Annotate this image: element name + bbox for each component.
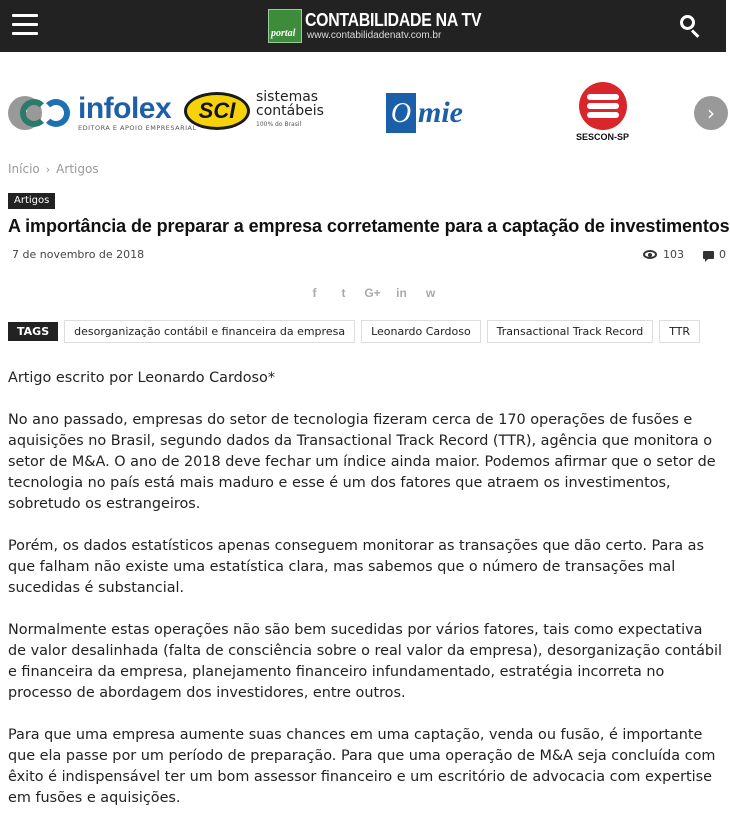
article-paragraph: Porém, os dados estatísticos apenas conseguem monitorar as transações que dão certo. Para as que falham não existe uma estatística clara, mas sabemos que o número de transações mal sucedidas é substancial. <box>8 538 704 596</box>
tag-item[interactable]: desorganização contábil e financeira da empresa <box>64 320 355 343</box>
comment-count-value: 0 <box>719 248 726 261</box>
logo-text <box>305 11 505 42</box>
sponsor-sci[interactable] <box>184 90 324 132</box>
search-icon[interactable] <box>680 15 702 37</box>
article-date: 7 de novembro de 2018 <box>12 248 145 261</box>
sci-line3: 100% do Brasil <box>256 121 302 128</box>
article-body <box>8 368 724 830</box>
breadcrumb-separator: › <box>45 162 51 176</box>
twitter-icon[interactable]: t <box>341 286 346 300</box>
breadcrumb <box>8 162 99 176</box>
omie-first-letter: O <box>386 93 416 133</box>
breadcrumb-current[interactable]: Artigos <box>56 162 99 176</box>
article-paragraph: Para que uma empresa aumente suas chances em uma captação, venda ou fusão, é importante que ela passe por um período de preparação. Para que uma operação de M&A seja concluída com êxito é indispensável ter um bom assessor financeiro e um escritório de advocacia com expertise em fusões e aquisições. <box>8 727 716 806</box>
sci-line2: contábeis <box>256 103 324 119</box>
whatsapp-icon[interactable]: w <box>425 286 436 300</box>
sponsor-sescon[interactable] <box>576 82 629 142</box>
sponsor-omie[interactable] <box>386 93 480 133</box>
tag-item[interactable]: TTR <box>659 320 700 343</box>
category-badge[interactable]: Artigos <box>8 193 55 209</box>
hamburger-icon[interactable] <box>12 14 38 36</box>
tags-label: TAGS <box>8 322 58 341</box>
comment-icon <box>703 251 714 259</box>
logo-url: www.contabilidadenatv.com.br <box>307 29 442 41</box>
tag-item[interactable]: Transactional Track Record <box>487 320 654 343</box>
share-bar <box>300 286 445 300</box>
tag-list <box>8 320 706 343</box>
infolex-name: infolex <box>78 92 172 125</box>
article-paragraph: Artigo escrito por Leonardo Cardoso* <box>8 370 276 386</box>
infolex-logo-icon <box>20 97 74 129</box>
chevron-right-icon[interactable]: › <box>694 96 728 130</box>
article-paragraph: Normalmente estas operações não são bem sucedidas por vários fatores, tais como expectativa de valor desalinhada (falta de consciência sobre o real valor da empresa), desorganização contábil e financeira da empresa, planejamento financeiro infundamentado, estratégia incorreta no processo de abordagem dos investidores, entre outros. <box>8 622 723 701</box>
facebook-icon[interactable]: f <box>312 286 317 300</box>
sescon-name: SESCON-SP <box>576 132 630 142</box>
top-bar <box>0 0 726 52</box>
omie-rest: mie <box>418 96 463 129</box>
article-title: A importância de preparar a empresa corretamente para a captação de investimentos <box>8 216 730 236</box>
sponsor-carousel <box>0 80 726 146</box>
logo-badge-text: portal <box>271 28 296 39</box>
view-count-value: 103 <box>663 248 684 261</box>
sescon-logo-icon <box>579 82 627 130</box>
comment-count[interactable] <box>703 248 726 261</box>
logo-badge <box>268 9 302 43</box>
google-plus-icon[interactable]: G+ <box>364 286 381 300</box>
site-logo[interactable] <box>268 8 505 44</box>
tag-item[interactable]: Leonardo Cardoso <box>361 320 481 343</box>
eye-icon <box>643 250 657 259</box>
linkedin-icon[interactable]: in <box>396 286 407 300</box>
logo-title: CONTABILIDADE NA TV <box>305 9 482 30</box>
sci-badge: SCI <box>184 92 250 130</box>
breadcrumb-home[interactable]: Início <box>8 162 40 176</box>
sponsor-infolex[interactable] <box>20 94 197 132</box>
article-paragraph: No ano passado, empresas do setor de tecnologia fizeram cerca de 170 operações de fusões e aquisições no Brasil, segundo dados da Transactional Track Record (TTR), agência que monitora o setor de M&A. O ano de 2018 deve fechar um índice ainda maior. Podemos afirmar que o setor de tecnologia no país está mais maduro e esse é um dos fatores que atraem os investimentos, sobretudo os estrangeiros. <box>8 412 716 512</box>
chevron-left-icon[interactable]: ‹ <box>8 96 42 130</box>
view-count <box>643 248 684 261</box>
sci-line1: sistemas <box>256 89 319 105</box>
infolex-tagline: EDITORA E APOIO EMPRESARIAL <box>78 124 197 132</box>
